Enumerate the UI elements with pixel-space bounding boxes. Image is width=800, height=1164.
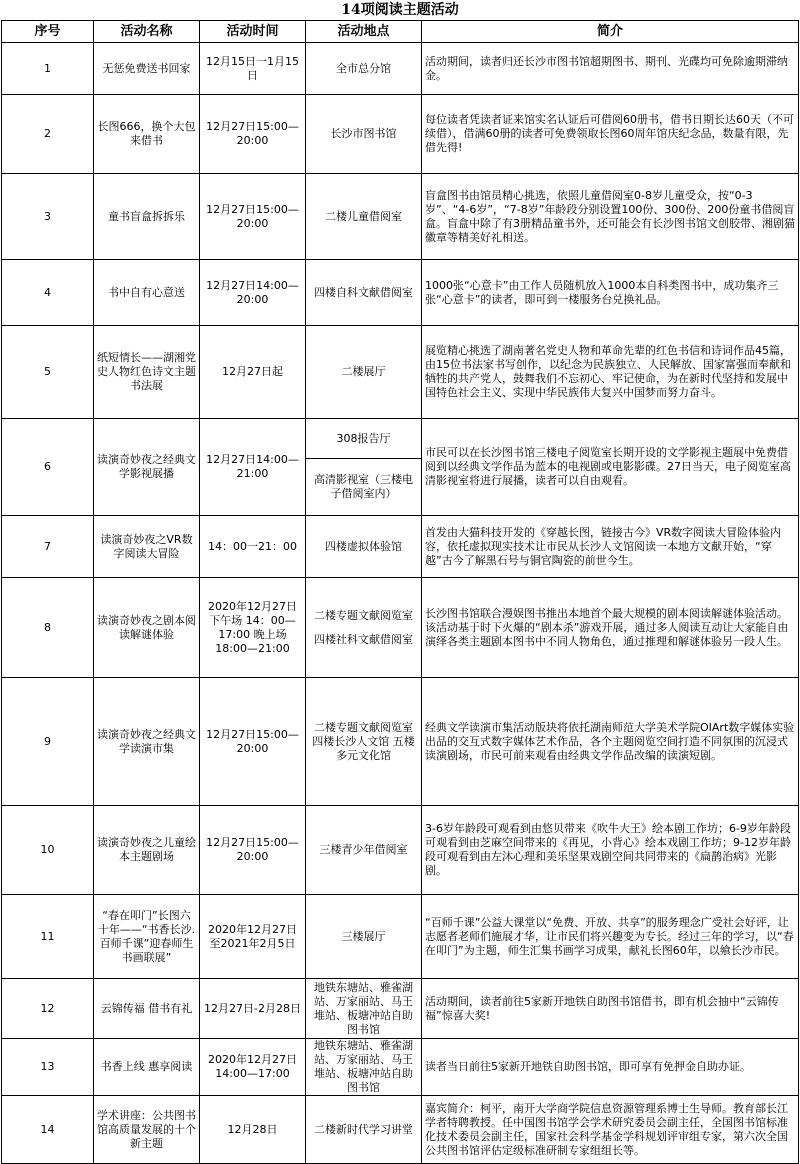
row-name: 长图666，换个大包来借书 — [94, 95, 200, 174]
row-name: 读演奇妙夜之经典文学读演市集 — [94, 678, 200, 806]
row-place: 四楼虚拟体验馆 — [306, 516, 422, 578]
row-name: 读演奇妙夜之经典文学影视展播 — [94, 419, 200, 516]
row-time: 12月27日14:00—20:00 — [200, 260, 306, 326]
row-time: 12月27日15:00—20:00 — [200, 95, 306, 174]
table-row — [2, 326, 799, 419]
row-intro: 盲盒图书由馆员精心挑选，依照儿童借阅室0-8岁儿童受众，按“0-3岁”、“4-6岁”，“7-8岁”年龄段分别设置100份、300份、200份童书借阅盲盒。盲盒中除了有3册精品童书外，还可能会有长沙图书馆文创胶带、湘剧猫徽章等精美好礼相送。 — [422, 174, 799, 260]
row-time: 12月27日15:00—20:00 — [200, 806, 306, 895]
row-name: 学术讲座：公共图书馆高质量发展的十个新主题 — [94, 1096, 200, 1164]
page-title: 14项阅读主题活动 — [341, 2, 459, 18]
row-time: 14：00一21：00 — [200, 516, 306, 578]
row-place: 二楼专题文献阅览室 四楼长沙人文馆 五楼多元文化馆 — [306, 678, 422, 806]
row-intro: 3-6岁年龄段可观看到由悠贝带来《吹牛大王》绘本剧工作坊；6-9岁年龄段可观看到由芝麻空间带来的《再见，小背心》绘本戏剧工作坊；9-12岁年龄段可观看到由左沐心理和美乐坚果戏剧空间共同带来的《扁鹊治病》光影剧。 — [422, 806, 799, 895]
row-intro: 长沙图书馆联合漫娱图书推出本地首个最大规模的剧本阅读解谜体验活动。该活动基于时下火爆的“剧本杀”游戏开展，通过多人阅读互动让大家能自由演绎各类主题剧本图书中不同人物角色，通过推理和解谜体验另一段人生。 — [422, 578, 799, 678]
row-time: 2020年12月27日 14:00—17:00 — [200, 1039, 306, 1096]
table-row — [2, 174, 799, 260]
row-intro: 1000张“心意卡”由工作人员随机放入1000本自科类图书中，成功集齐三张“心意卡”的读者，即可到一楼服务台兑换礼品。 — [422, 260, 799, 326]
row-no: 1 — [2, 43, 94, 95]
table-row — [2, 979, 799, 1039]
header-place: 活动地点 — [306, 21, 422, 43]
row-place: 长沙市图书馆 — [306, 95, 422, 174]
table-row — [2, 1096, 799, 1164]
row-time: 12月27日-2月28日 — [200, 979, 306, 1039]
row-time: 12月27日15:00—20:00 — [200, 174, 306, 260]
row-time: 12月27日起 — [200, 326, 306, 419]
row-no: 14 — [2, 1096, 94, 1164]
row-place: 地铁东塘站、雅雀湖站、万家丽站、马王堆站、板塘冲站自助图书馆 — [306, 1039, 422, 1096]
table-row — [2, 895, 799, 979]
row-intro: 首发由大猫科技开发的《穿越长图，链接古今》VR数字阅读大冒险体验内容，依托虚拟现实技术让市民从长沙人文馆阅读一本地方文献开始，“穿越”古今了解黑石号与铜官陶瓷的前世今生。 — [422, 516, 799, 578]
row-intro: 活动期间，读者归还长沙市图书馆超期图书、期刊、光碟均可免除逾期滞纳金。 — [422, 43, 799, 95]
row-intro: 经典文学读演市集活动版块将依托湖南师范大学美术学院OIArt数字媒体实验出品的交互式数字媒体艺术作品，各个主题阅览空间打造不同氛围的沉浸式读演剧场，市民可前来观看由经典文学作品改编的读演短剧。 — [422, 678, 799, 806]
row-name: 童书盲盒拆拆乐 — [94, 174, 200, 260]
row-time: 12月15日一1月15日 — [200, 43, 306, 95]
header-name: 活动名称 — [94, 21, 200, 43]
row-intro: 嘉宾简介：柯平，南开大学商学院信息资源管理系博士生导师。教育部长江学者特聘教授。任中国图书馆学会学术研究委员会副主任，全国图书馆标准化技术委员会副主任，国家社会科学基金学科规划评审组专家，第六次全国公共图书馆评估定级标准研制专家组组长等。 — [422, 1096, 799, 1164]
row-name: 书香上线 惠享阅读 — [94, 1039, 200, 1096]
row-time: 2020年12月27日至2021年2月5日 — [200, 895, 306, 979]
row-place: 四楼自科文献借阅室 — [306, 260, 422, 326]
row-no: 6 — [2, 419, 94, 516]
table-row — [2, 516, 799, 578]
row-place: 三楼青少年借阅室 — [306, 806, 422, 895]
row-time: 12月27日14:00—21:00 — [200, 419, 306, 516]
row-intro: “百师千课”公益大课堂以“免费、开放、共享”的服务理念广受社会好评，让志愿者老师们施展才华，让市民们将兴趣变为专长。经过三年的学习，以“春在叩门”为主题，师生汇集书画学习成果，献礼长图60年，以飨长沙市民。 — [422, 895, 799, 979]
header-time: 活动时间 — [200, 21, 306, 43]
row-place: 全市总分馆 — [306, 43, 422, 95]
row-no: 10 — [2, 806, 94, 895]
row-no: 11 — [2, 895, 94, 979]
row-name: 读演奇妙夜之VR数字阅读大冒险 — [94, 516, 200, 578]
row-name: 读演奇妙夜之剧本阅读解谜体验 — [94, 578, 200, 678]
row-place-2: 高清影视室（三楼电子借阅室内） — [306, 459, 422, 516]
header-intro: 简介 — [422, 21, 799, 43]
row-place: 二楼展厅 — [306, 326, 422, 419]
row-no: 5 — [2, 326, 94, 419]
row-name: 书中自有心意送 — [94, 260, 200, 326]
row-no: 7 — [2, 516, 94, 578]
row-name: 读演奇妙夜之儿童绘本主题剧场 — [94, 806, 200, 895]
row-time: 2020年12月27日 下午场 14：00—17:00 晚上场 18:00—21:00 — [200, 578, 306, 678]
row-time: 12月27日15:00—20:00 — [200, 678, 306, 806]
row-place: 二楼儿童借阅室 — [306, 174, 422, 260]
table-row — [2, 806, 799, 895]
row-no: 3 — [2, 174, 94, 260]
table-row — [2, 43, 799, 95]
row-no: 4 — [2, 260, 94, 326]
table-row — [2, 1039, 799, 1096]
row-no: 9 — [2, 678, 94, 806]
row-time: 12月28日 — [200, 1096, 306, 1164]
row-place — [306, 578, 422, 678]
row-name: 无惩免费送书回家 — [94, 43, 200, 95]
row-intro: 展览精心挑选了湖南著名党史人物和革命先辈的红色书信和诗词作品45篇，由15位书法家书写创作，以纪念为民族独立、人民解放、国家富强而奉献和牺牲的共产党人，鼓舞我们不忘初心、牢记使命，为在新时代坚持和发展中国特色社会主义、实现中华民族伟大复兴中国梦而努力奋斗。 — [422, 326, 799, 419]
header-no: 序号 — [2, 21, 94, 43]
row-place: 三楼展厅 — [306, 895, 422, 979]
row-intro: 活动期间，读者前往5家新开地铁自助图书馆借书，即有机会抽中“云锦传福”惊喜大奖! — [422, 979, 799, 1039]
row-no: 2 — [2, 95, 94, 174]
row-name: “春在叩门”长图六十年——“书香长沙.百师千课”迎春师生书画联展” — [94, 895, 200, 979]
row-place: 二楼新时代学习讲堂 — [306, 1096, 422, 1164]
table-row — [2, 678, 799, 806]
table-row — [2, 95, 799, 174]
row-intro: 每位读者凭读者证来馆实名认证后可借阅60册书，借书日期长达60天（不可续借），借满60册的读者可免费领取长图60周年馆庆纪念品，数量有限，先借先得! — [422, 95, 799, 174]
row-name: 云锦传福 借书有礼 — [94, 979, 200, 1039]
row-intro: 市民可以在长沙图书馆三楼电子阅览室长期开设的文学影视主题展中免费借阅到以经典文学作品为蓝本的电视剧或电影影碟。27日当天，电子阅览室高清影视室将进行展播，读者可以自由观看。 — [422, 419, 799, 516]
row-place-line: 二楼专题文献阅览室 — [314, 608, 413, 622]
table-row — [2, 419, 799, 459]
row-no: 12 — [2, 979, 94, 1039]
row-place: 308报告厅 — [306, 419, 422, 459]
row-no: 13 — [2, 1039, 94, 1096]
header-row — [2, 21, 799, 43]
table-row — [2, 260, 799, 326]
row-name: 纸短情长——湖湘党史人物红色诗文主题书法展 — [94, 326, 200, 419]
activity-table — [1, 20, 799, 1164]
row-no: 8 — [2, 578, 94, 678]
row-place-line-2: 四楼社科文献借阅室 — [314, 632, 413, 646]
row-place: 地铁东塘站、雅雀湖站、万家丽站、马王堆站、板塘冲站自助图书馆 — [306, 979, 422, 1039]
row-intro: 读者当日前往5家新开地铁自助图书馆，即可享有免押金自助办证。 — [422, 1039, 799, 1096]
table-row — [2, 578, 799, 678]
